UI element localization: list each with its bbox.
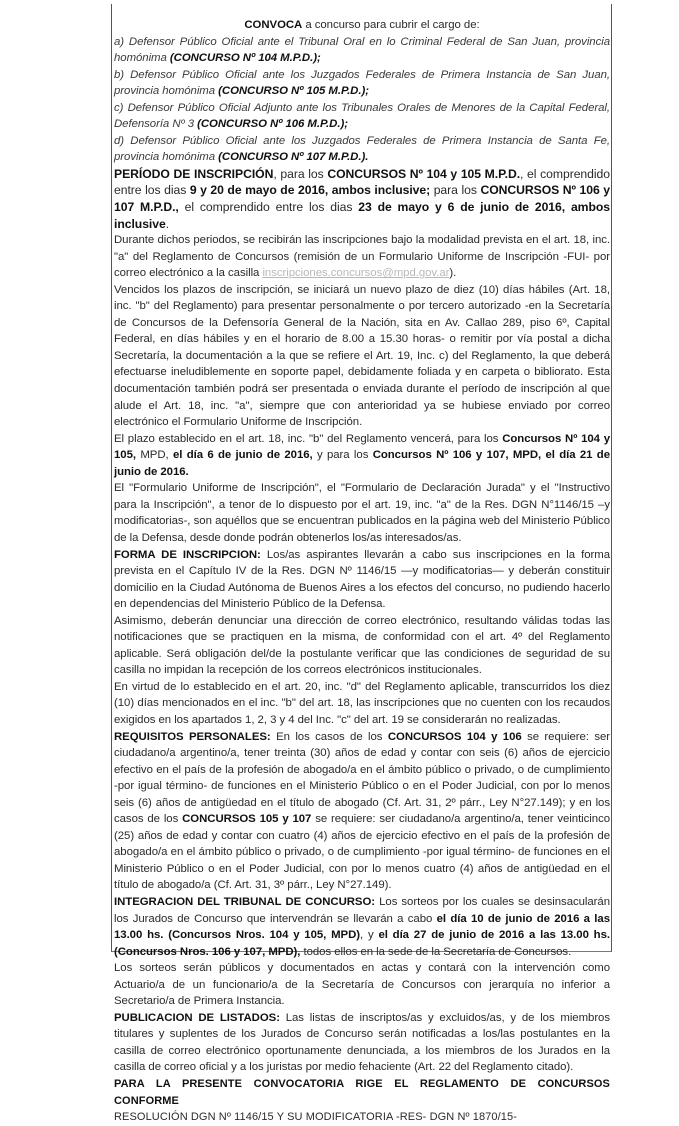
text: ). xyxy=(449,267,457,280)
text: y para los xyxy=(312,449,373,462)
heading-bold: CONVOCA xyxy=(244,19,303,31)
periodo-inscripcion xyxy=(114,166,610,232)
publicacion-listados xyxy=(114,1010,610,1076)
position-text: c) Defensor Público Oficial Adjunto ante los Tribunales Orales de Menores de la Capital Federal, Defensoría Nº 3 xyxy=(114,101,610,131)
virtud-paragraph: En virtud de lo establecido en el art. 20, inc. "d" del Reglamento aplicable, transcurridos los diez (10) días mencionados en el inc. "b" del art. 18, las inscripciones que no cuenten con los recaudos exigidos en los apartados 1, 2, 3 y 4 del Inc. "c" del art. 19 se considerarán no realizadas. xyxy=(114,680,610,726)
section-label: PUBLICACION DE LISTADOS: xyxy=(114,1011,280,1024)
text: Los/as aspirantes llevarán a cabo sus inscripciones en la forma prevista en el Capítulo IV de la Res. DGN Nº 1146/15 —y modificatorias— y deberán constituir domicilio en la Ciudad Autónoma de Buenos Aires a los efectos del concurso, no pudiendo hacerlo en dependencias del Ministerio Público de la Defensa. xyxy=(114,548,610,611)
bold-text: Concursos Nº 106 y 107, MPD, el día 21 de junio de 2016. xyxy=(114,449,610,478)
bold-text: CONCURSOS 105 y 107 xyxy=(182,813,312,826)
text: , para los xyxy=(273,166,328,181)
heading xyxy=(114,17,610,34)
asimismo-paragraph: Asimismo, deberán denunciar una dirección de correo electrónico, resultando válidas todas las notificaciones que se practiquen en la misma, de conformidad con el art. 4º del Reglamento aplicable. Será obligación del/de la postulante verificar que las condiciones de seguridad de su casilla no impidan la recepción de los correos electrónicos institucionales. xyxy=(114,614,610,677)
position-a xyxy=(114,34,610,67)
bold-text: el día 10 de junio de 2016 a las 13.00 hs. (Concursos Nros. 104 y 105, MPD) xyxy=(114,912,610,942)
formulario-paragraph: El "Formulario Uniforme de Inscripción", el "Formulario de Declaración Jurada" y el "Instructivo para la Inscripción", a tenor de lo dispuesto por el art. 19, inc. "a" de la Res. DGN N°1146/15 –y modificatorias-, son aquéllos que se encuentran publicados en la página web del Ministerio Público de la Defensa, desde donde podrán obtenerlos los/as interesados/as. xyxy=(114,482,610,544)
position-text: d) Defensor Público Oficial ante los Juzgados Federales de Primera Instancia de Santa Fe, provincia homónima xyxy=(114,134,610,164)
forma-inscripcion xyxy=(114,547,610,613)
text: el comprendido entre los dias xyxy=(178,200,359,215)
text: En los casos de los xyxy=(270,730,388,743)
position-code: (CONCURSO Nº 105 M.P.D.); xyxy=(218,85,369,98)
text: Las listas de inscriptos/as y excluidos/as, y de los miembros titulares y suplentes de los Jurados de Concurso serán notificadas a los/las postulantes en la casilla de correo electrónico oportunamente denunciada, a los miembros de los Jurados en la casilla de correo oficial y a los juristas por medio fehaciente (Art. 22 del Reglamento citado). xyxy=(114,1011,610,1074)
bold-text: CONCURSOS 104 y 106 xyxy=(387,730,522,743)
bold-text: CONCURSOS Nº 106 y 107 M.P.D., xyxy=(114,183,611,215)
text: se requiere: ser ciudadano/a argentino/a, tener veinticinco (25) años de edad y contar con cuatro (4) años de ejercicio efectivo en el país de la profesión de abogado/a en el ámbito público o privado, o de cumplimiento -por igual término- de funciones en el Ministerio Público o en el Poder Judicial, con por lo menos cuatro (4) años de antigüedad en el título de abogado/a (Cf. Art. 31, 3º párr., Ley N°27.149). xyxy=(114,813,611,892)
heading-rest: a concurso para cubrir el cargo de: xyxy=(302,19,480,31)
text: se requiere: ser ciudadano/a argentino/a, tener treinta (30) años de edad y contar con seis (6) años de ejercicio efectivo en el país de la profesión de abogado/a en el ámbito público o privado, o de cumplimiento -por igual término- de funciones en el Ministerio Público o en el Poder Judicial, con por lo menos seis (6) años de antigüedad en el título de abogado (Cf. Art. 31, 2º párr., Ley N°27.149); y en los casos de los xyxy=(114,730,610,826)
text: El plazo establecido en el art. 18, inc. "b" del Reglamento vencerá, para los xyxy=(114,432,503,445)
section-label: INTEGRACION DEL TRIBUNAL DE CONCURSO: xyxy=(114,895,376,908)
email-link[interactable]: inscripciones.concursos@mpd.gov.ar xyxy=(262,267,450,280)
final-plain: RESOLUCIÓN DGN Nº 1146/15 Y SU MODIFICATORIA -RES- DGN Nº 1870/15- xyxy=(114,1111,518,1124)
bold-text: 9 y 20 de mayo de 2016, ambos inclusive; xyxy=(189,183,431,198)
bold-text: Concursos Nº 104 y 105, xyxy=(114,432,610,462)
position-text: a) Defensor Público Oficial ante el Tribunal Oral en lo Criminal Federal de San Juan, provincia homónima xyxy=(114,35,610,65)
requisitos-personales xyxy=(114,729,610,894)
durante-paragraph xyxy=(114,232,610,282)
document-body xyxy=(114,17,610,1126)
text: todos ellos en la sede de la Secretaría de Concursos. xyxy=(300,945,572,958)
text: Durante dichos periodos, se recibirán las inscripciones bajo la modalidad prevista en el art. 18, inc. "a" del Reglamento de Concursos (remisión de un Formulario Uniforme de Inscripción -FUI- por correo electrónico a la casilla xyxy=(114,234,610,280)
bold-text: el día 6 de junio de 2016, xyxy=(172,449,313,462)
final-bold: PARA LA PRESENTE CONVOCATORIA RIGE EL REGLAMENTO DE CONCURSOS CONFORME xyxy=(114,1078,610,1107)
section-label: REQUISITOS PERSONALES: xyxy=(114,730,271,743)
text: , y xyxy=(360,929,379,942)
plazo-paragraph xyxy=(114,431,610,481)
text: . xyxy=(165,216,170,231)
bold-text: CONCURSOS Nº 104 y 105 M.P.D. xyxy=(327,166,521,181)
vencidos-paragraph: Vencidos los plazos de inscripción, se iniciará un nuevo plazo de diez (10) días hábiles (Art. 18, inc. "b" del Reglamento) para presentar personalmente o por tercero autorizado -en la Secretaría de Concursos de la Defensoría General de la Nación, sita en Av. Callao 289, piso 6º, Capital Federal, en días hábiles y en el horario de 8.00 a 15.30 horas- o remitir por vía postal a dicha Secretaría, la documentación a la que se refiere el Art. 19, Inc. c) del Reglamento, la que deberá efectuarse ineludiblemente en soporte papel, debidamente foliada y en carpeta o biblioratо. Esta documentación también podrá ser presentada o enviada durante el período de inscripción al que alude el Art. 18, inc. "a", siempre que con anterioridad ya se hubiese enviado por correo electrónico el Formulario Uniforme de Inscripción. xyxy=(114,283,610,429)
text: , el comprendido entre los dias xyxy=(114,166,611,198)
text: para los xyxy=(430,183,481,198)
position-c xyxy=(114,100,610,133)
section-label: PERÍODO DE INSCRIPCIÓN xyxy=(114,166,274,181)
position-code: (CONCURSO Nº 107 M.P.D.). xyxy=(218,151,369,164)
position-b xyxy=(114,67,610,100)
position-d xyxy=(114,133,610,166)
final-notice xyxy=(114,1076,610,1126)
position-code: (CONCURSO Nº 104 M.P.D.); xyxy=(169,52,321,65)
bold-text: 23 de mayo y 6 de junio de 2016, ambos inclusive xyxy=(114,200,610,231)
position-text: b) Defensor Público Oficial ante los Juzgados Federales de Primera Instancia de San Juan, provincia homónima xyxy=(114,68,610,98)
position-code: (CONCURSO Nº 106 M.P.D.); xyxy=(197,118,348,131)
section-label: FORMA DE INSCRIPCION: xyxy=(114,548,261,561)
text: Los sorteos por los cuales se desinsacularán los Jurados de Concurso que intervendrán se llevarán a cabo xyxy=(114,895,611,925)
sorteos-paragraph: Los sorteos serán públicos y documentados en actas y contará con la intervención como Actuario/a de un funcionario/a de la Secretaría de Concursos con jerarquía no inferior a Secretario/a de Primera Instancia. xyxy=(114,962,610,1008)
integracion-tribunal xyxy=(114,894,610,960)
text: MPD, xyxy=(135,449,173,462)
bold-text: el día 27 de junio de 2016 a las 13.00 hs. (Concursos Nros. 106 y 107, MPD), xyxy=(114,929,610,958)
